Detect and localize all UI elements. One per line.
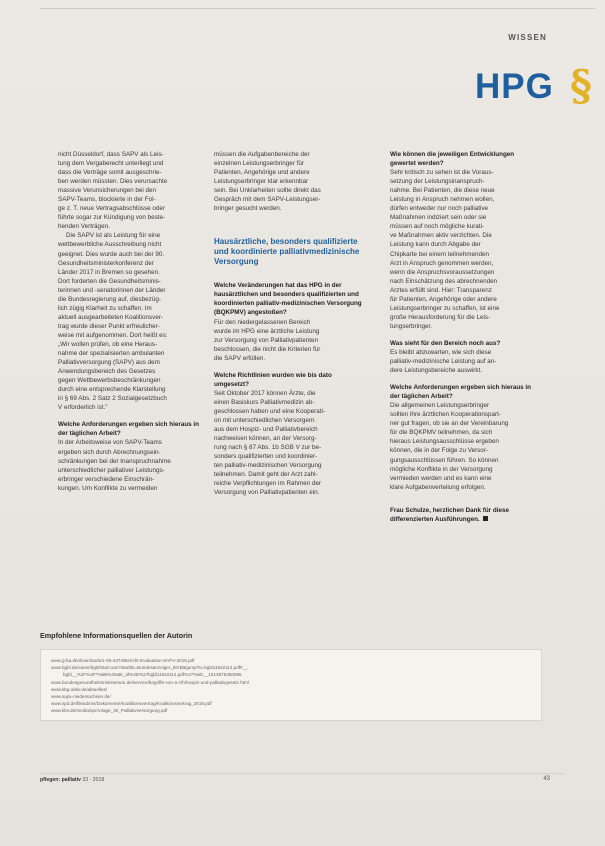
text-line: für die BQKPMV teilnehmen, da sich xyxy=(390,429,493,437)
section-label: WISSEN xyxy=(508,33,547,42)
text-line: Arztes erfüllt sind. Hier: Transparenz xyxy=(390,286,492,294)
text-line: nahme. Bei Patienten, die diese neue xyxy=(390,187,495,195)
text-line: teilnehmen. Damit geht der Arzt zahl- xyxy=(214,471,318,479)
col3-question-3: Welche Anforderungen ergeben sich hieraus in der täglichen Arbeit? xyxy=(390,384,532,401)
col3-question-2: Was sieht für den Bereich noch aus? xyxy=(390,339,501,347)
text-line: SAPV-Teams, blockierte in der Fol- xyxy=(58,196,156,204)
text-line: rung nach § 87 Abs. 1b SGB V zur be- xyxy=(214,444,322,452)
text-line: henden Verträgen. xyxy=(58,223,110,231)
col2-question-2: Welche Richtlinien wurden wie bis dato umgesetzt? xyxy=(214,371,332,388)
text-line: geeignet. Dies wurde auch bei der 90. xyxy=(58,250,165,258)
text-line: tung dem Vergaberecht unterliegt und xyxy=(58,160,164,168)
footer-rule xyxy=(40,773,565,774)
text-line: terinnen und -senatorinnen der Länder xyxy=(58,286,166,294)
text-line: Die SAPV ist als Leistung für eine xyxy=(66,232,161,240)
text-line: Leistungserbringer klar erkennbar xyxy=(214,178,309,186)
column-3 xyxy=(390,150,540,524)
col2-answer-2 xyxy=(214,389,364,498)
text-line: dürfen entweder nur noch palliative xyxy=(390,205,489,213)
text-line: massive Verunsicherungen bei den xyxy=(58,187,157,195)
text-line: „Wir wollen prüfen, ob eine Heraus- xyxy=(58,340,158,348)
source-link[interactable]: www.g-ba.de/downloads/1-96-4474/Bericht-Evaluation-SAPV-2016.pdf xyxy=(51,658,195,663)
col2-answer-1 xyxy=(214,318,364,363)
text-line: unterschiedlicher palliativer Leistungs- xyxy=(58,466,165,474)
text-line: Leistung in Anspruch nehmen wollen, xyxy=(390,196,495,204)
closing-thanks-text: Frau Schulze, herzlichen Dank für diese differenzierten Ausführungen. xyxy=(390,506,509,523)
text-line: müssen auf noch mögliche kurati- xyxy=(390,223,485,231)
text-line: ner gut fragen, ob sie an der Vereinbarung xyxy=(390,420,509,428)
text-line: aus dem Hospiz- und Palliativbereich xyxy=(214,426,318,434)
text-line: die Bundesregierung auf, diesbezüg- xyxy=(58,295,161,303)
text-line: wettbewerbliche Ausschreibung nicht xyxy=(58,241,162,249)
journal-name: pflegen: palliativ xyxy=(40,777,81,783)
col1-answer xyxy=(58,438,200,492)
text-line: trag wurde dieser Punkt erfreulicher- xyxy=(58,322,160,330)
source-link[interactable]: www.spd.de/fileadmin/Dokumente/Koalitionsvertrag/Koalitionsvertrag_2018.pdf xyxy=(51,701,212,707)
text-line: mögliche Konflikte in der Versorgung xyxy=(390,465,493,473)
col1-text xyxy=(58,150,200,412)
hpg-logo xyxy=(475,61,593,110)
subheading: Hausärztliche, besonders qualifizierte und koordinierte palliativmedizinische Versorgung xyxy=(214,237,360,267)
text-line: In der Arbeitsweise von SAPV-Teams xyxy=(58,439,162,447)
paragraph-icon: § xyxy=(570,61,592,110)
text-line: nicht Düsseldorf, dass SAPV als Leis- xyxy=(58,151,164,158)
text-line: vermieden werden und es kann eine xyxy=(390,474,492,482)
text-line: Dort forderten die Gesundheitsminis- xyxy=(58,277,161,285)
text-line: Patienten, Angehörige und andere xyxy=(214,169,310,177)
text-line: durch eine entsprechende Klarstellung xyxy=(58,386,166,394)
text-line: dere Leistungsbereiche auswirkt. xyxy=(390,367,483,375)
source-link[interactable]: www.bundesgesundheitsministerium.de/service/begriffe-von-a-z/h/hospiz-und-palliativgesetz.html xyxy=(51,679,249,685)
text-line: ve Maßnahmen aktiv verzichten. Die xyxy=(390,232,492,240)
text-line: erbringer verschiedene Einschrän- xyxy=(58,475,155,483)
text-line: nahme der spezialisierten ambulanten xyxy=(58,350,165,358)
column-2 xyxy=(214,150,364,497)
text-line: weise mit aufgenommen. Dort heißt es: xyxy=(58,331,168,339)
text-line: gungsausschlüssen führen. So können xyxy=(390,456,499,464)
sources-box xyxy=(40,649,542,721)
text-line: setzung der Leistungsinanspruch- xyxy=(390,178,485,186)
journal-issue: 33 · 2018 xyxy=(82,777,105,783)
text-line: Leistungserbringer zu schaffen, ist eine xyxy=(390,304,500,312)
text-line: sonders qualifizierten und koordinier- xyxy=(214,453,318,461)
text-line: die SAPV erfüllen. xyxy=(214,354,266,362)
col2-question-1: Welche Veränderungen hat das HPG in der hausärztlichen und besonders qualifizierten und koordinierten palliativ-medizinischen Versorgung (BQKPMV) angestoßen? xyxy=(214,282,362,317)
text-line: Die allgemeinen Leistungserbringer xyxy=(390,402,490,410)
col3-question-1: Wie können die jeweiligen Entwicklungen gewertet werden? xyxy=(390,151,515,168)
text-line: für Patienten, Angehörige oder andere xyxy=(390,295,497,303)
text-line: geschlossen haben und eine Kooperati- xyxy=(214,407,325,415)
end-mark-icon xyxy=(483,516,488,521)
text-line: Arzt in Anspruch genommen werden, xyxy=(390,259,494,267)
text-line: V erforderlich ist." xyxy=(58,404,108,412)
text-line: schränkungen bei der Inanspruchnahme xyxy=(58,457,171,465)
text-line: Gespräch mit dem SAPV-Leistungser- xyxy=(214,196,321,204)
footer-journal xyxy=(40,777,104,783)
text-line: beschlossen, die nicht die Kriterien für xyxy=(214,345,321,353)
text-line: führte sogar zur Kündigung von beste- xyxy=(58,214,166,222)
text-line: bringer gesucht werden. xyxy=(214,205,282,213)
text-line: ge z. T. neue Vertragsabschlüsse oder xyxy=(58,205,165,213)
text-line: ben werden müssten. Dies verursachte xyxy=(58,178,168,186)
text-line: sein. Bei Unklarheiten sollte direkt das xyxy=(214,187,321,195)
text-line: reiche Verpflichtungen im Rahmen der xyxy=(214,480,322,488)
text-line: Leistung kann durch Abgabe der xyxy=(390,241,481,249)
text-line: sollten ihre ärztlichen Kooperationspart- xyxy=(390,411,501,419)
text-line: Maßnahmen indiziert sein oder sie xyxy=(390,214,487,222)
text-line: ergeben sich durch Abrechnungsein- xyxy=(58,448,161,456)
source-link[interactable]: www.bgbl.de/xaver/bgbl/start.xav?startbk=Bundesanzeiger_BGBl&jumpTo=bgbl115s2114.pdf#__ xyxy=(51,665,248,671)
column-1 xyxy=(58,150,200,493)
text-line: nachweisen können, an der Versorg- xyxy=(214,435,317,443)
text-line: klare Aufgabenverteilung erfolgen. xyxy=(390,483,486,491)
page-number: 43 xyxy=(543,776,550,782)
text-line: Versorgung von Palliativpatienten ein. xyxy=(214,489,320,497)
text-line: Seit Oktober 2017 können Ärzte, die xyxy=(214,389,316,397)
text-line: Anwendungsbereich des Gesetzes xyxy=(58,368,156,376)
top-rule xyxy=(40,8,595,9)
text-line: Es bleibt abzuwarten, wie sich diese xyxy=(390,348,492,356)
col2-text xyxy=(214,150,364,213)
closing-thanks xyxy=(390,506,540,524)
text-line: lich zügig Klarheit zu schaffen. Im xyxy=(58,304,152,312)
text-line: Palliativversorgung (SAPV) aus dem xyxy=(58,359,160,367)
col3-answer-2 xyxy=(390,348,540,375)
text-line: tungserbringer. xyxy=(390,322,433,330)
logo-text: HPG xyxy=(475,67,554,106)
text-line: dass die Verträge somit ausgeschrie- xyxy=(58,169,162,177)
source-link[interactable]: bgbl__%2F%2F*%5B%40attr_id%3D%27bgbl115s2114.pdf%27%5D__1513875350595 xyxy=(63,672,242,678)
text-line: wenn die Anspruchsvoraussetzungen xyxy=(390,268,495,276)
text-line: einen Basiskurs Palliativmedizin ab- xyxy=(214,398,315,406)
text-line: Länder 2017 in Bremen so gesehen. xyxy=(58,268,160,276)
text-line: zur Versorgung von Palliativpatienten xyxy=(214,336,318,344)
sources-title: Empfohlene Informationsquellen der Autorin xyxy=(40,631,193,640)
text-line: Gesundheitsministerkonferenz der xyxy=(58,259,154,267)
text-line: einzelnen Leistungserbringer für xyxy=(214,160,304,168)
text-line: wurde im HPG eine ärztliche Leistung xyxy=(214,327,320,335)
text-line: nach Einschätzung des abrechnenden xyxy=(390,277,498,285)
text-line: Sehr kritisch zu sehen ist die Voraus- xyxy=(390,169,494,177)
source-link[interactable]: www.kbv.de/media/sp/Anlage_30_Palliativversorgung.pdf xyxy=(51,708,168,714)
text-line: Chipkarte bei einem teilnehmenden xyxy=(390,250,490,258)
col1-question: Welche Anforderungen ergeben sich hieraus in der täglichen Arbeit? xyxy=(58,421,200,438)
text-line: in § 69 Abs. 2 Satz 2 Sozialgesetzbuch xyxy=(58,395,167,403)
col3-answer-3 xyxy=(390,401,540,491)
text-line: gegen Wettbewerbsbeschränkungen xyxy=(58,377,161,385)
text-line: können, die in der Folge zu Versor- xyxy=(390,447,489,455)
text-line: aktuell ausgearbeiteten Koalitionsver- xyxy=(58,313,164,321)
source-link[interactable]: www.sapv-niedersachsen.de/ xyxy=(51,694,111,700)
text-line: ten palliativ-medizinischen Versorgung xyxy=(214,462,322,470)
text-line: palliativ-medizinische Leistung auf an- xyxy=(390,358,497,366)
text-line: große Herausforderung für die Leis- xyxy=(390,313,491,321)
text-line: müssen die Aufgabenbereiche der xyxy=(214,151,310,158)
text-line: Für den niedergelassenen Bereich xyxy=(214,318,311,326)
source-link[interactable]: www.kbg-aktiv.de/aktuelles/ xyxy=(51,686,108,692)
text-line: kungen. Um Konflikte zu vermeiden xyxy=(58,484,158,492)
col3-answer-1 xyxy=(390,168,540,331)
text-line: hieraus Leistungsausschlüsse ergeben xyxy=(390,438,499,446)
text-line: on mit unterschiedlichen Versorgern xyxy=(214,416,315,424)
